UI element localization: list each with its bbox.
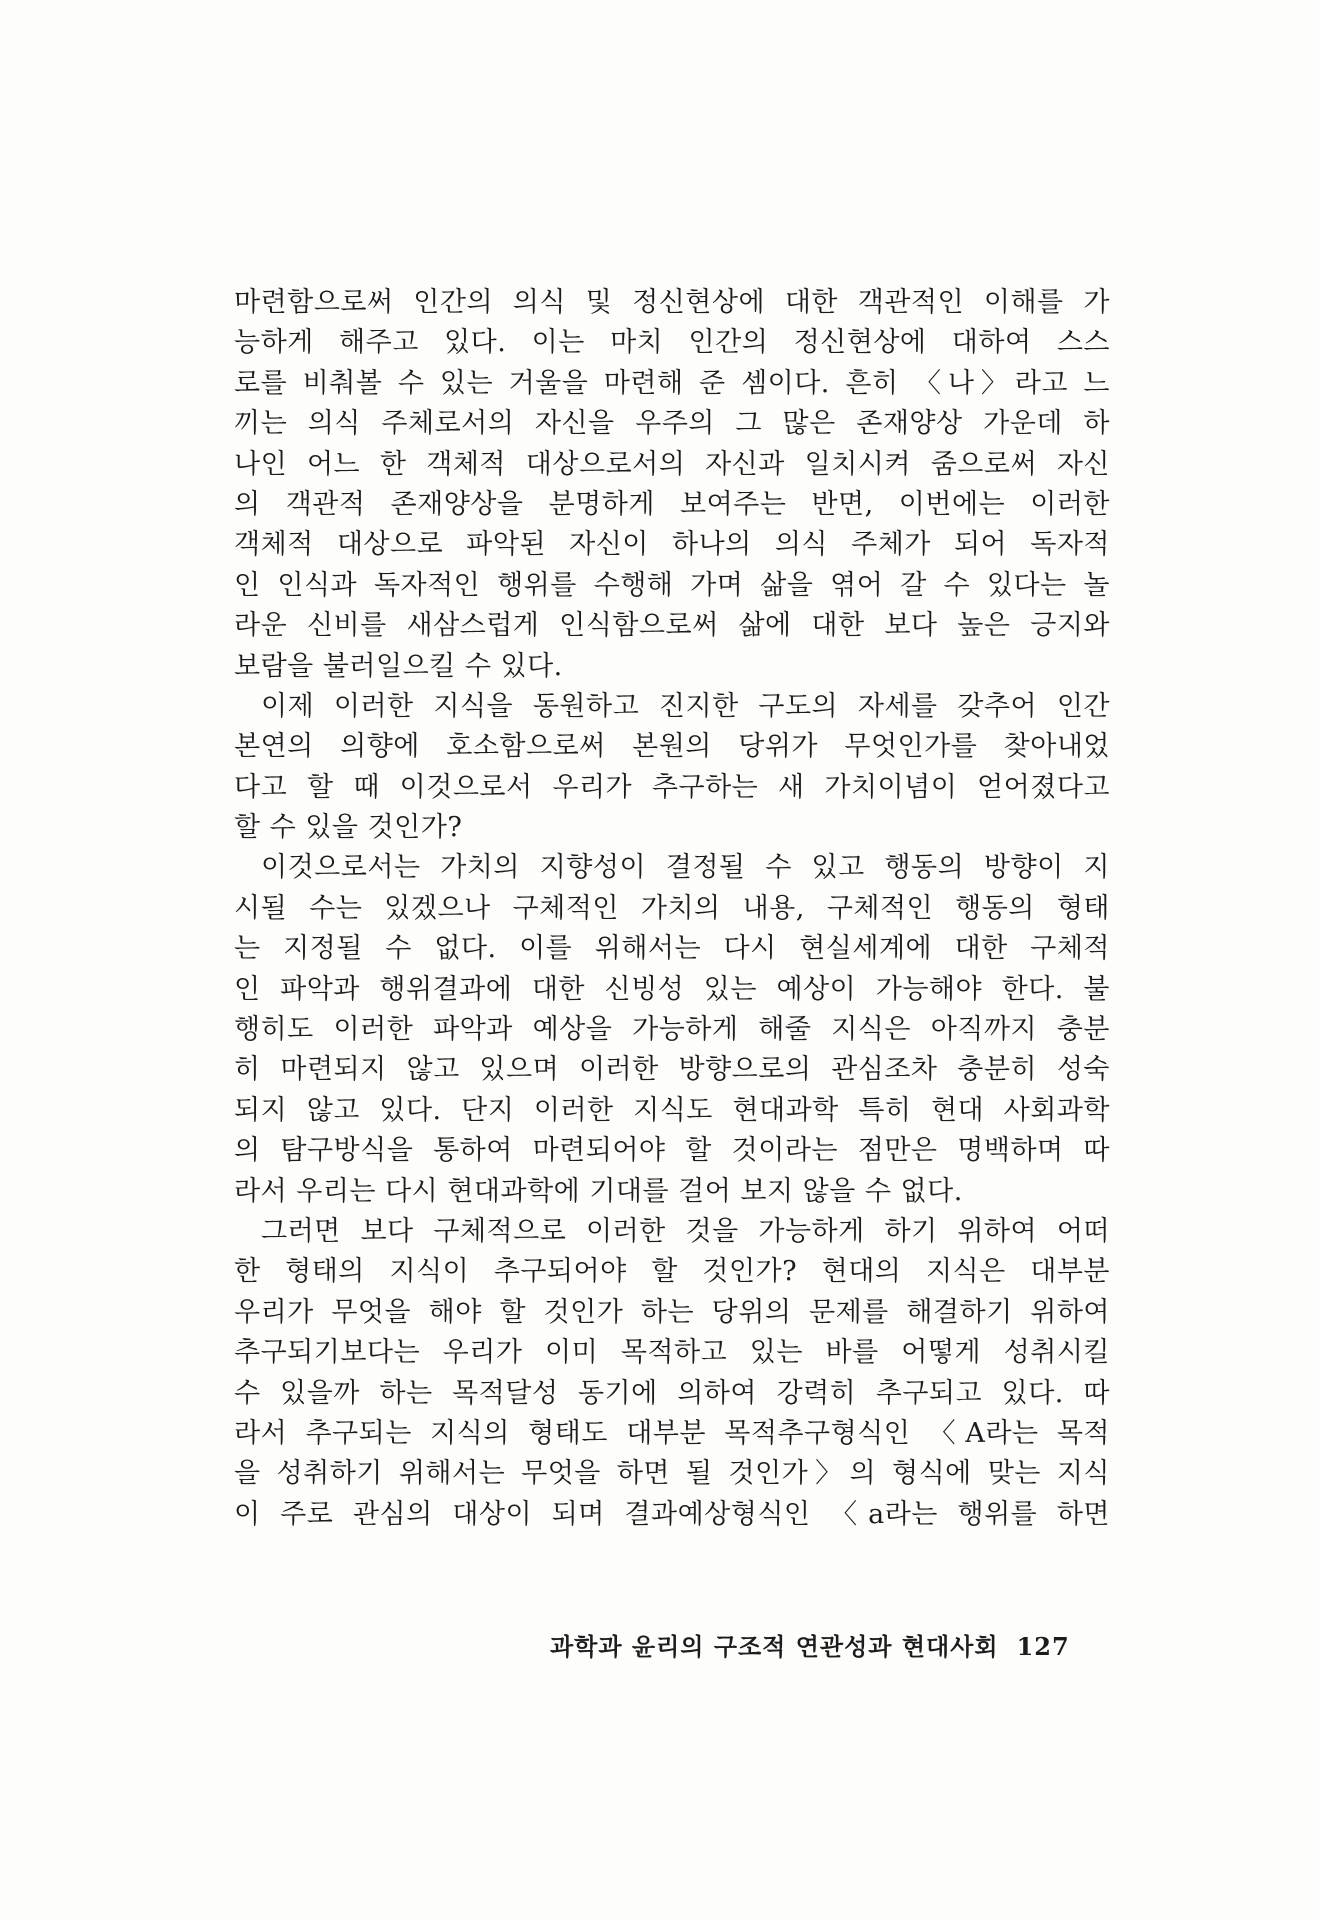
text-line: 의 탐구방식을 통하여 마련되어야 할 것이라는 점만은 명백하며 따 — [234, 1135, 1110, 1167]
text-line: 라운 신비를 새삼스럽게 인식함으로써 삶에 대한 보다 높은 긍지와 — [234, 610, 1110, 642]
text-line: 이 주로 관심의 대상이 되며 결과예상형식인 〈a라는 행위를 하면 — [234, 1498, 1110, 1530]
text-line: 수 있을까 하는 목적달성 동기에 의하여 강력히 추구되고 있다. 따 — [234, 1377, 1110, 1409]
text-line: 히 마련되지 않고 있으며 이러한 방향으로의 관심조차 충분히 성숙 — [234, 1054, 1110, 1086]
text-line: 객체적 대상으로 파악된 자신이 하나의 의식 주체가 되어 독자적 — [234, 529, 1110, 561]
text-line: 되지 않고 있다. 단지 이러한 지식도 현대과학 특히 현대 사회과학 — [234, 1094, 1110, 1126]
body-text — [234, 283, 1110, 1535]
text-line: 로를 비춰볼 수 있는 거울을 마련해 준 셈이다. 흔히 〈나〉라고 느 — [234, 367, 1110, 399]
text-line: 의 객관적 존재양상을 분명하게 보여주는 반면, 이번에는 이러한 — [234, 488, 1110, 520]
text-line: 나인 어느 한 객체적 대상으로서의 자신과 일치시켜 줌으로써 자신 — [234, 448, 1110, 480]
text-line: 시될 수는 있겠으나 구체적인 가치의 내용, 구체적인 행동의 형태 — [234, 892, 1110, 924]
text-line: 다고 할 때 이것으로서 우리가 추구하는 새 가치이념이 얻어졌다고 — [234, 771, 1110, 803]
text-line: 끼는 의식 주체로서의 자신을 우주의 그 많은 존재양상 가운데 하 — [234, 408, 1110, 440]
text-line: 인 파악과 행위결과에 대한 신빙성 있는 예상이 가능해야 한다. 불 — [234, 973, 1110, 1005]
footer-title: 과학과 윤리의 구조적 연관성과 현대사회 — [550, 1632, 999, 1661]
text-line: 능하게 해주고 있다. 이는 마치 인간의 정신현상에 대하여 스스 — [234, 327, 1110, 359]
page-number: 127 — [1016, 1632, 1070, 1661]
text-line: 이것으로서는 가치의 지향성이 결정될 수 있고 행동의 방향이 지 — [261, 852, 1110, 884]
text-line: 을 성취하기 위해서는 무엇을 하면 될 것인가〉의 형식에 맞는 지식 — [234, 1458, 1110, 1490]
text-line: 할 수 있을 것인가? — [234, 812, 463, 844]
text-line: 라서 추구되는 지식의 형태도 대부분 목적추구형식인 〈A라는 목적 — [234, 1417, 1110, 1449]
text-line: 한 형태의 지식이 추구되어야 할 것인가? 현대의 지식은 대부분 — [234, 1256, 1110, 1288]
text-line: 인 인식과 독자적인 행위를 수행해 가며 삶을 엮어 갈 수 있다는 놀 — [234, 569, 1110, 601]
text-line: 우리가 무엇을 해야 할 것인가 하는 당위의 문제를 해결하기 위하여 — [234, 1296, 1110, 1328]
text-line: 행히도 이러한 파악과 예상을 가능하게 해줄 지식은 아직까지 충분 — [234, 1014, 1110, 1046]
text-line: 는 지정될 수 없다. 이를 위해서는 다시 현실세계에 대한 구체적 — [234, 933, 1110, 965]
text-line: 그러면 보다 구체적으로 이러한 것을 가능하게 하기 위하여 어떠 — [261, 1215, 1110, 1247]
running-footer — [550, 1627, 1090, 1667]
text-line: 마련함으로써 인간의 의식 및 정신현상에 대한 객관적인 이해를 가 — [234, 287, 1110, 318]
text-line: 라서 우리는 다시 현대과학에 기대를 걸어 보지 않을 수 없다. — [234, 1175, 963, 1207]
text-line: 보람을 불러일으킬 수 있다. — [234, 650, 563, 682]
text-line: 추구되기보다는 우리가 이미 목적하고 있는 바를 어떻게 성취시킬 — [234, 1337, 1110, 1369]
text-line: 이제 이러한 지식을 동원하고 진지한 구도의 자세를 갖추어 인간 — [261, 690, 1110, 722]
text-line: 본연의 의향에 호소함으로써 본원의 당위가 무엇인가를 찾아내었 — [234, 731, 1110, 763]
